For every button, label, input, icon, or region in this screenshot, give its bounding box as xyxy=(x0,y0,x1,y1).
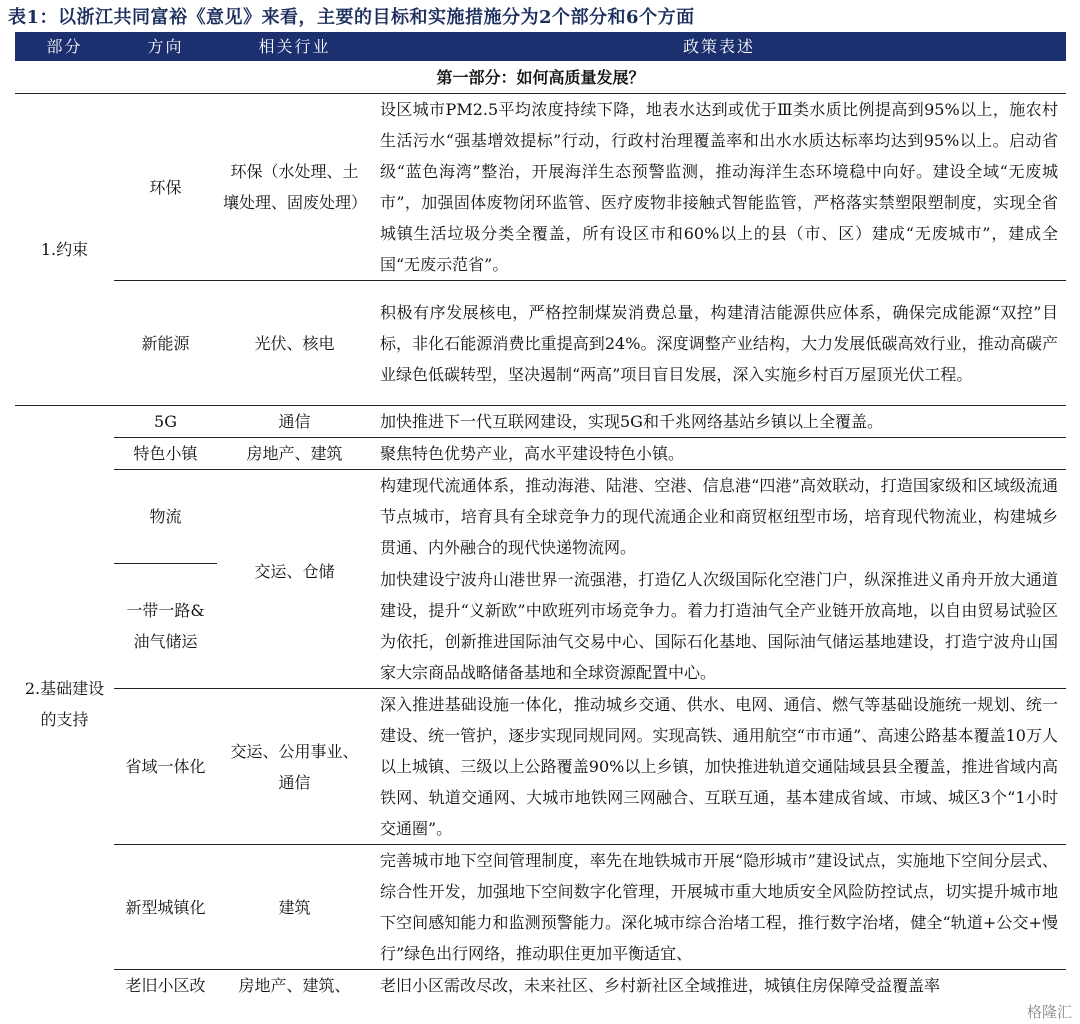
policy-cell: 老旧小区需改尽改，未来社区、乡村新社区全域推进，城镇住房保障受益覆盖率 xyxy=(372,970,1066,1002)
table-row xyxy=(15,845,1066,970)
direction-cell: 5G xyxy=(154,412,177,431)
direction-cell: 新能源 xyxy=(114,281,217,406)
table-row xyxy=(15,406,1066,438)
direction-cell: 一带一路&油气储运 xyxy=(114,564,217,689)
direction-cell: 特色小镇 xyxy=(114,438,217,470)
industry-cell: 房地产、建筑、 xyxy=(217,970,372,1002)
table-row xyxy=(15,438,1066,470)
industry-cell: 建筑 xyxy=(217,845,372,970)
industry-cell: 通信 xyxy=(278,412,311,431)
policy-cell: 加快推进下一代互联网建设，实现5G和千兆网络基站乡镇以上全覆盖。 xyxy=(380,412,883,431)
policy-cell: 加快建设宁波舟山港世界一流强港，打造亿人次级国际化空港门户，纵深推进义甬舟开放大通道建设，提升“义新欧”中欧班列市场竞争力。着力打造油气全产业链开放高地，以自由贸易试验区为依托，创新推进国际油气交易中心、国际石化基地、国际油气储运基地建设，打造宁波舟山国家大宗商品战略储备基地和全球资源配置中心。 xyxy=(380,569,1058,682)
policy-cell: 完善城市地下空间管理制度，率先在地铁城市开展“隐形城市”建设试点，实施地下空间分层式、综合性开发，加强地下空间数字化管理，开展城市重大地质安全风险防控试点，切实提升城市地下空间感知能力和监测预警能力。深化城市综合治堵工程，推行数字治堵，健全“轨道+公交+慢行”绿色出行网络，推动职住更加平衡适宜、 xyxy=(372,845,1066,970)
industry-cell: 交运、仓储 xyxy=(217,470,372,689)
table-row xyxy=(15,970,1066,1002)
watermark-logo: 格隆汇 xyxy=(1026,1003,1072,1021)
policy-cell: 深入推进基础设施一体化，推动城乡交通、供水、电网、通信、燃气等基础设施统一规划、统一建设、统一管护，逐步实现同规同网。实现高铁、通用航空“市市通”、高速公路基本覆盖10万人以上城镇、三级以上公路覆盖90%以上乡镇，加快推进轨道交通陆域县县全覆盖，推进省域内高铁网、轨道交通网、大城市地铁网三网融合、互联互通，基本建成省域、市域、城区3个“1小时交通圈”。 xyxy=(372,689,1066,845)
policy-cell: 积极有序发展核电，严格控制煤炭消费总量，构建清洁能源供应体系，确保完成能源“双控”目标，非化石能源消费比重提高到24%。深度调整产业结构，大力发展低碳高效行业，推动高碳产业绿色低碳转型，坚决遏制“两高”项目盲目发展，深入实施乡村百万屋顶光伏工程。 xyxy=(372,281,1066,406)
part-cell: 2.基础建设的支持 xyxy=(24,678,105,729)
direction-cell: 环保 xyxy=(149,177,182,197)
industry-cell: 交运、公用事业、通信 xyxy=(217,689,372,845)
direction-cell: 物流 xyxy=(114,470,217,564)
industry-cell: 光伏、核电 xyxy=(217,281,372,406)
part-cell: 1.约束 xyxy=(15,94,114,406)
table-row xyxy=(15,281,1066,406)
section-title: 第一部分：如何高质量发展？ xyxy=(15,61,1066,94)
direction-cell: 新型城镇化 xyxy=(114,845,217,970)
table-row xyxy=(15,94,1066,281)
header-row xyxy=(15,32,1066,61)
header-direction: 方向 xyxy=(114,32,217,61)
table-row xyxy=(15,470,1066,564)
section-row xyxy=(15,61,1066,94)
header-policy: 政策表述 xyxy=(372,32,1066,61)
table-title: 表1：以浙江共同富裕《意见》来看，主要的目标和实施措施分为2个部分和6个方面 xyxy=(8,7,695,28)
policy-cell: 设区城市PM2.5平均浓度持续下降，地表水达到或优于Ⅲ类水质比例提高到95%以上，施农村生活污水“强基增效提标”行动，行政村治理覆盖率和出水水质达标率均达到95%以上。启动省级“蓝色海湾”整治，开展海洋生态预警监测，推动海洋生态环境稳中向好。建设全域“无废城市”，加强固体废物闭环监管、医疗废物非接触式智能监管，严格落实禁塑限塑制度，实现全省城镇生活垃圾分类全覆盖，所有设区市和60%以上的县（市、区）建成“无废城市”，建成全国“无废示范省”。 xyxy=(380,100,1058,274)
header-industry: 相关行业 xyxy=(217,32,372,61)
industry-cell: 房地产、建筑 xyxy=(217,438,372,470)
header-part: 部分 xyxy=(15,32,114,61)
direction-cell: 老旧小区改 xyxy=(114,970,217,1002)
policy-cell: 构建现代流通体系，推动海港、陆港、空港、信息港“四港”高效联动，打造国家级和区域级流通节点城市，培育具有全球竞争力的现代流通企业和商贸枢纽型市场，培育现代物流业，构建城乡贯通、内外融合的现代快递物流网。 xyxy=(372,470,1066,564)
table-row xyxy=(15,689,1066,845)
table-row xyxy=(15,564,1066,689)
direction-cell: 省域一体化 xyxy=(114,689,217,845)
policy-cell: 聚焦特色优势产业，高水平建设特色小镇。 xyxy=(372,438,1066,470)
policy-table xyxy=(15,32,1066,1001)
industry-cell: 环保（水处理、土壤处理、固废处理） xyxy=(223,162,368,212)
